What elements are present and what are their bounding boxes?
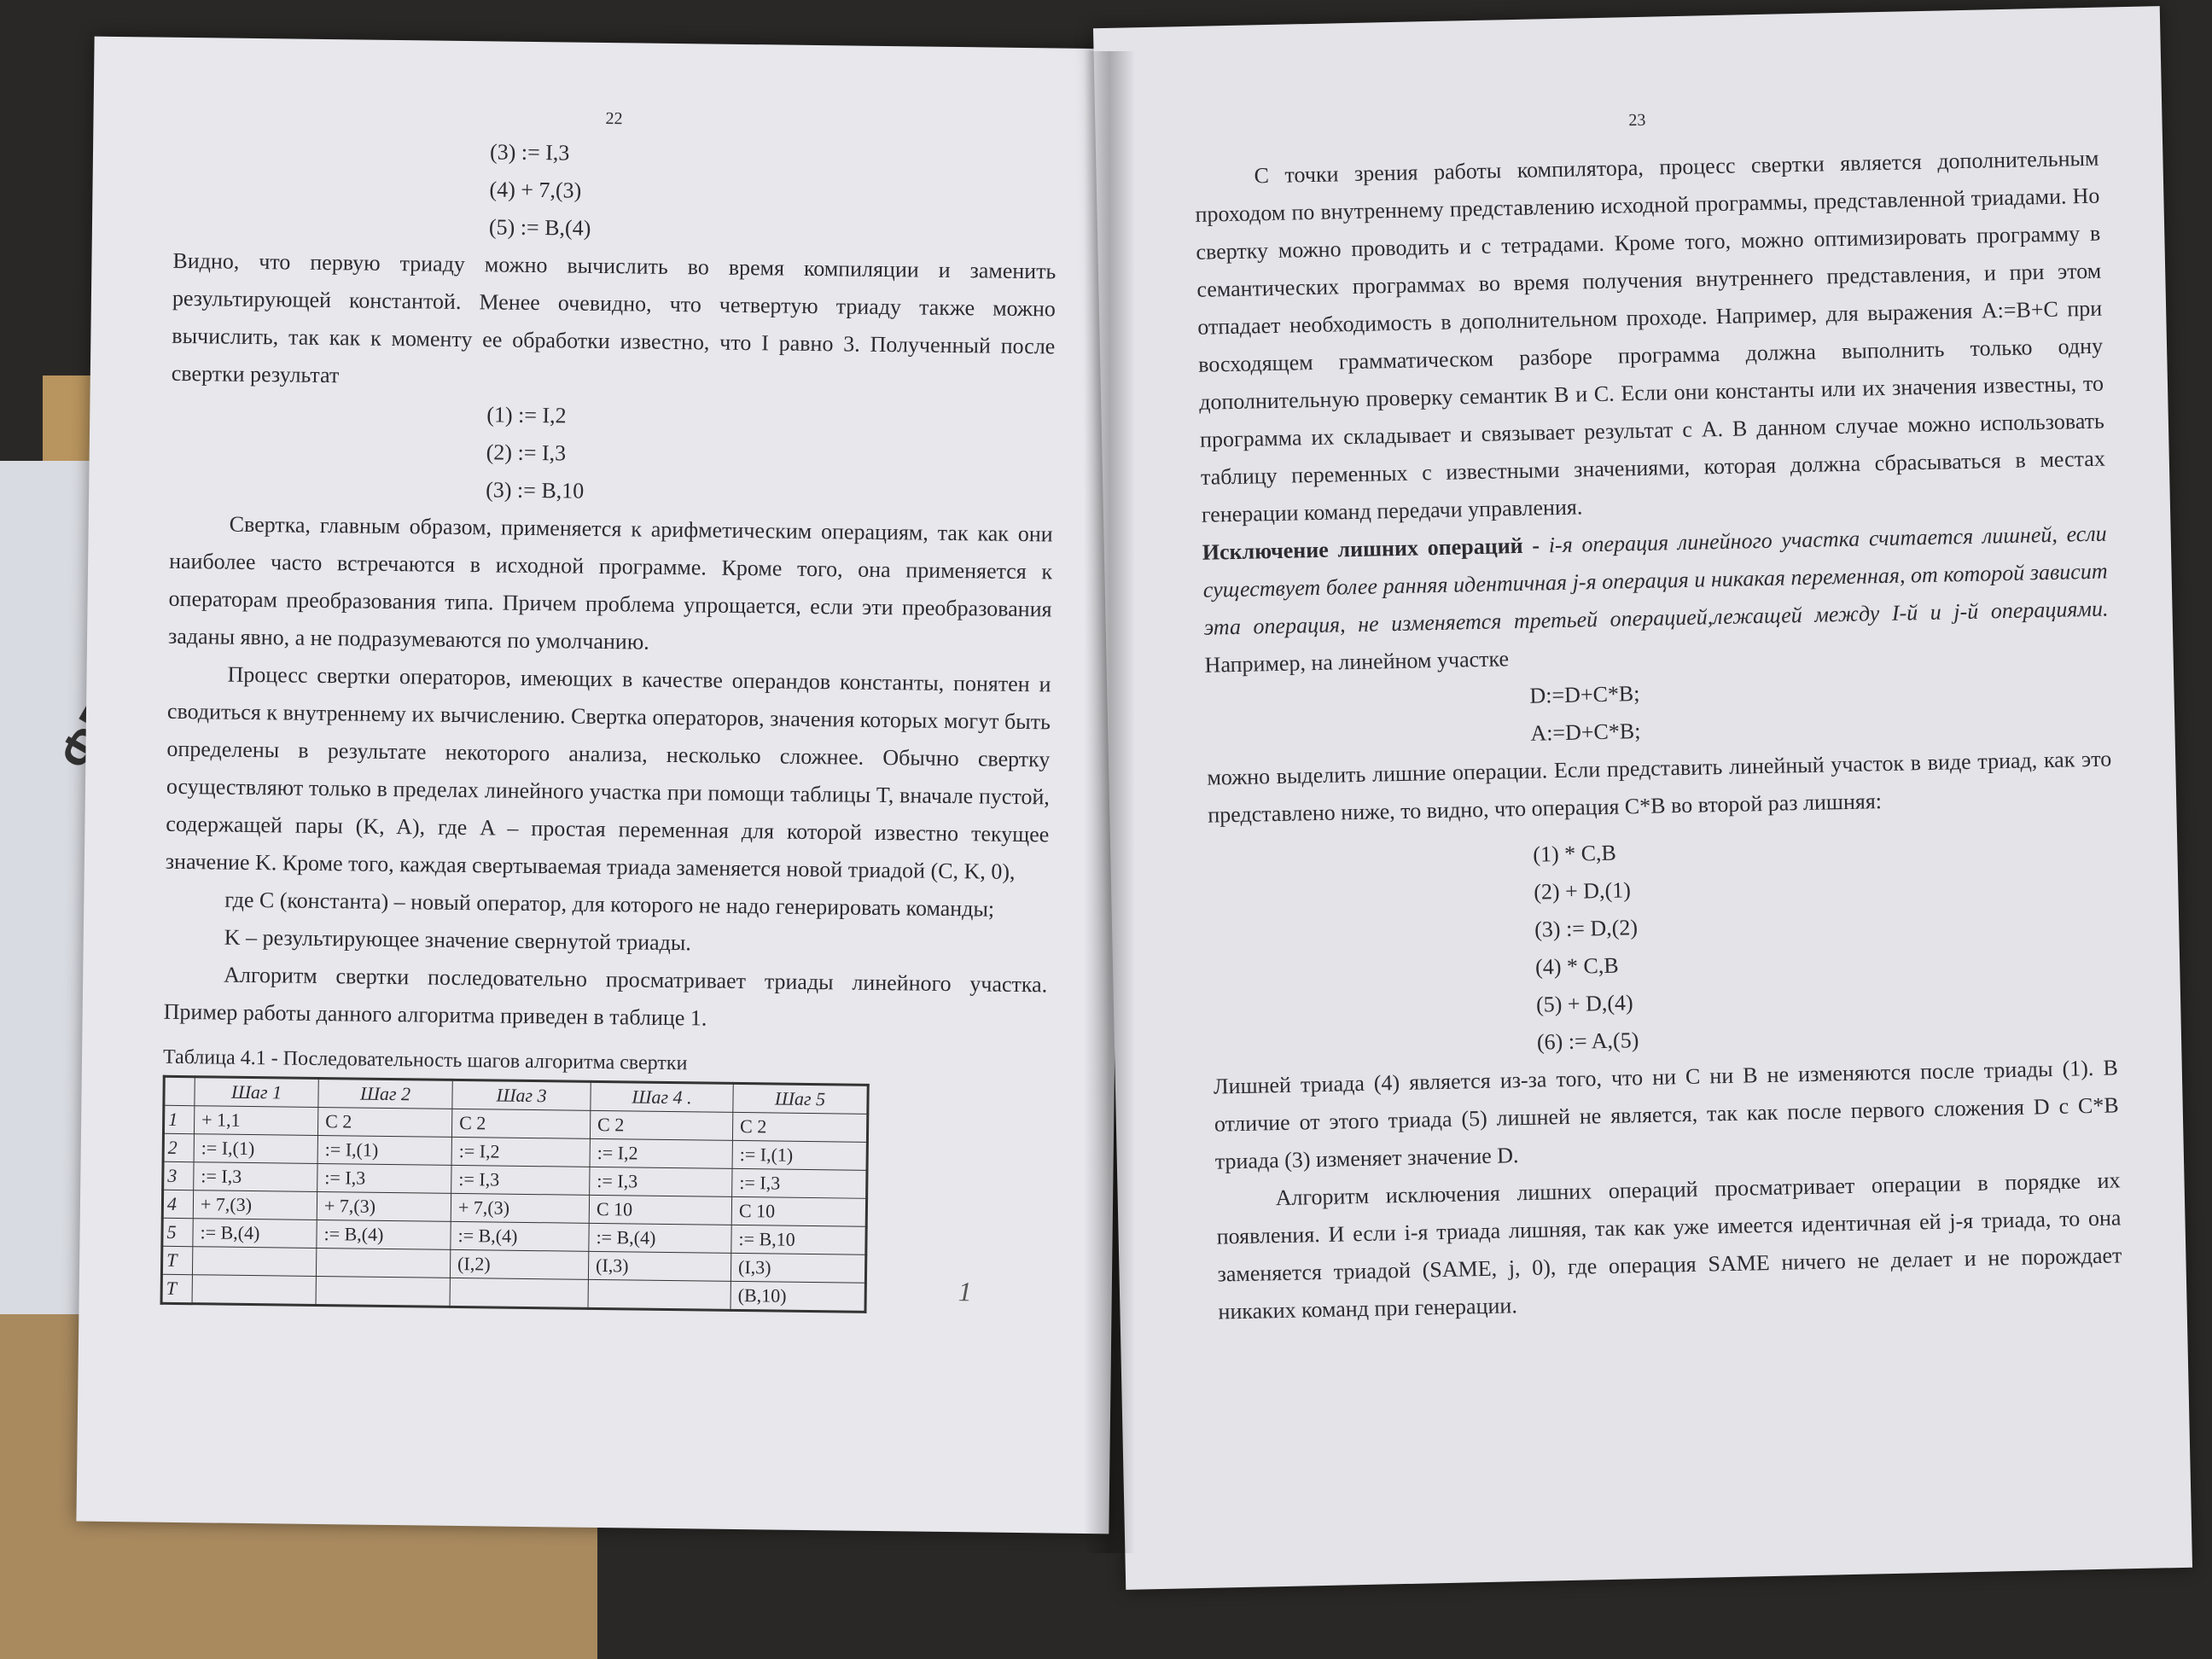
paragraph: где C (константа) – новый оператор, для которого не надо генерировать команды; xyxy=(224,887,995,922)
code-line: D:=D+C*B; xyxy=(1529,681,1640,708)
table-row-label: 5 xyxy=(162,1218,193,1246)
table-cell xyxy=(316,1248,450,1278)
table-cell: := B,10 xyxy=(731,1225,866,1254)
table-header-cell xyxy=(164,1076,195,1105)
pencil-mark: 1 xyxy=(958,1276,973,1307)
table-cell: := I,3 xyxy=(732,1168,867,1198)
paragraph: Процесс свертки операторов, имеющих в качестве операндов константы, понятен и сводиться к внутреннему их вычислению. Свертка операторов, значения которых могут быть определены в результате некоторого анализа, несколько сложнее. Обычно свертку осуществляют только в пределах линейного участка при помощи таблицы T, вначале пустой, содержащей пары (K, A), где A – простая переменная для которой известно текущее значение K. Кроме того, каждая свертываемая триада заменяется новой триадой (C, K, 0), xyxy=(165,661,1051,884)
left-page xyxy=(76,37,1126,1534)
table-cell: C 10 xyxy=(731,1196,866,1226)
table-cell: := I,3 xyxy=(194,1162,317,1192)
paragraph: Алгоритм свертки последовательно просматривает триады линейного участка. Пример работы данного алгоритма приведен в таблице 1. xyxy=(163,962,1048,1031)
formula-line: (4) * C,B xyxy=(1534,952,1619,980)
table-cell xyxy=(450,1278,588,1308)
table-row-label: 2 xyxy=(163,1133,194,1161)
steps-table xyxy=(160,1075,870,1313)
table-header-cell: Шаг 3 xyxy=(452,1080,591,1110)
page-number: 23 xyxy=(1628,110,1646,131)
table-row-label: 3 xyxy=(163,1161,194,1190)
definition-text: i-я операция линейного участка считается лишней, если существует более ранняя идентичная j-я операция и никакая переменная, от которой зависит эта операция, не изменяется третьей операцией,лежащей между I-й и j-й операциями. xyxy=(1202,521,2109,640)
formula-line: (3) := D,(2) xyxy=(1534,915,1639,942)
paragraph: Лишней триада (4) является из-за того, что ни C ни B не изменяются после триады (1). В отличие от этого триада (5) лишней не является, так как после первого сложения D с C*B триада (3) изменяет значение D. xyxy=(1213,1055,2119,1174)
code-line: A:=D+C*B; xyxy=(1530,719,1641,746)
paragraph: Свертка, главным образом, применяется к арифметическим операциям, так как они наиболее часто встречаются в исходной программе. Кроме того, она применяется к операторам преобразования типа. Причем проблема упрощается, если эти преобразования заданы явно, а не подразумеваются по умолчанию. xyxy=(167,511,1053,655)
table-header-cell: Шаг 1 xyxy=(195,1077,318,1108)
table-cell: C 2 xyxy=(451,1109,590,1138)
table-cell: C 2 xyxy=(732,1112,867,1142)
table-cell: C 2 xyxy=(317,1107,451,1137)
paragraph: С точки зрения работы компилятора, процесс свертки является дополнительным проходом по внутреннему представлению исходной программы, представленной триадами. Но свертку можно проводить и с тетрадами. Кроме того, можно оптимизировать программу в семантических программах во время получения внутреннего представления, и при этом отпадает необходимость в дополнительном проходе. Например, для выражения A:=B+C при восходящем грамматическом разборе программа должна выполнить только одну дополнительную проверку семантик B и C. Если они константы или их значения известны, то программа их складывает и связывает результат с A. В данном случае можно использовать таблицу переменных с известными значениями, которая должна сбрасываться в местах генерации команд передачи управления. xyxy=(1195,145,2106,527)
formula-line: (1) * C,B xyxy=(1533,840,1617,867)
table-cell: + 1,1 xyxy=(194,1106,317,1136)
table-cell: := I,(1) xyxy=(732,1140,867,1170)
table-cell: := I,3 xyxy=(317,1163,451,1193)
table-cell: + 7,(3) xyxy=(451,1193,589,1223)
table-row-label: T xyxy=(161,1246,192,1274)
table-header-cell: Шаг 2 xyxy=(318,1078,452,1109)
paragraph: Алгоритм исключения лишних операций просматривает операции в порядке их появления. И если i-я триада лишняя, так как уже имеется идентичная ей j-я триада, то она заменяется триадой (SAME, j, 0), где операция SAME ничего не делает и не порождает никаких команд при генерации. xyxy=(1216,1167,2122,1324)
formula-line: (6) := A,(5) xyxy=(1536,1027,1639,1055)
table-cell: := I,3 xyxy=(451,1165,590,1195)
table-cell: (B,10) xyxy=(731,1281,865,1312)
paragraph: можно выделить лишние операции. Если представить линейный участок в виде триад, как это представлено ниже, то видно, что операция C*B во второй раз лишняя: xyxy=(1207,746,2112,828)
table-cell: := I,(1) xyxy=(194,1134,317,1164)
formula-line: (3) := B,10 xyxy=(486,477,585,504)
formula-block-top xyxy=(173,130,1058,253)
formula-line: (2) := I,3 xyxy=(486,439,567,466)
table-cell: := I,2 xyxy=(451,1137,590,1167)
definition-term: Исключение лишних операций - xyxy=(1202,533,1540,565)
formula-line: (2) + D,(1) xyxy=(1533,877,1632,905)
table-cell: + 7,(3) xyxy=(193,1190,317,1220)
page-number: 22 xyxy=(605,108,623,129)
paragraph: K – результирующее значение свернутой триады. xyxy=(224,924,692,956)
table-cell: := I,(1) xyxy=(317,1135,451,1165)
table-cell: C 2 xyxy=(590,1110,732,1140)
table-cell xyxy=(588,1279,731,1310)
table-row-label: 1 xyxy=(163,1105,194,1133)
table-cell xyxy=(192,1275,316,1306)
formula-block-mid xyxy=(170,393,1055,516)
formula-line: (3) := I,3 xyxy=(489,139,570,166)
table-cell: (I,3) xyxy=(731,1253,865,1283)
table-body xyxy=(161,1105,868,1312)
table-header-cell: Шаг 4 . xyxy=(591,1081,733,1112)
table-cell: := B,(4) xyxy=(451,1221,589,1251)
formula-line: (4) + 7,(3) xyxy=(489,177,582,203)
table-cell: := B,(4) xyxy=(317,1220,451,1249)
table-cell: := I,2 xyxy=(590,1138,732,1168)
table-cell: C 10 xyxy=(589,1195,731,1225)
paragraph-definition xyxy=(1202,515,2109,684)
book-spine-shadow xyxy=(1084,51,1135,1553)
paragraph: Видно, что первую триаду можно вычислить во время компиляции и заменить результирующей константой. Менее очевидно, что четвертую триаду также можно вычислить, так как к моменту ее обработки известно, что I равно 3. Полученный после свертки результат xyxy=(171,247,1057,388)
right-page xyxy=(1093,6,2192,1590)
table-cell: := B,(4) xyxy=(193,1219,317,1249)
table-cell xyxy=(192,1247,316,1277)
formula-line: (5) := B,(4) xyxy=(488,214,591,241)
table-caption: Таблица 4.1 - Последовательность шагов алгоритма свертки xyxy=(162,1045,688,1075)
definition-tail: Например, на линейном участке xyxy=(1204,646,1510,678)
table-cell: + 7,(3) xyxy=(317,1191,451,1221)
table-cell: (I,2) xyxy=(450,1249,588,1279)
table-cell: := I,3 xyxy=(590,1167,732,1196)
table-cell: (I,3) xyxy=(588,1251,731,1281)
table-row-label: 4 xyxy=(162,1190,193,1218)
table-header-cell: Шаг 5 xyxy=(733,1083,868,1114)
left-page-content xyxy=(160,130,1058,1316)
formula-line: (5) + D,(4) xyxy=(1535,990,1633,1017)
table-cell xyxy=(316,1276,450,1307)
table-row-label: T xyxy=(161,1274,192,1303)
formula-line: (1) := I,2 xyxy=(486,402,567,428)
formula-block xyxy=(1208,824,2117,1068)
right-page-content xyxy=(1194,140,2123,1331)
table-cell: := B,(4) xyxy=(589,1223,731,1253)
